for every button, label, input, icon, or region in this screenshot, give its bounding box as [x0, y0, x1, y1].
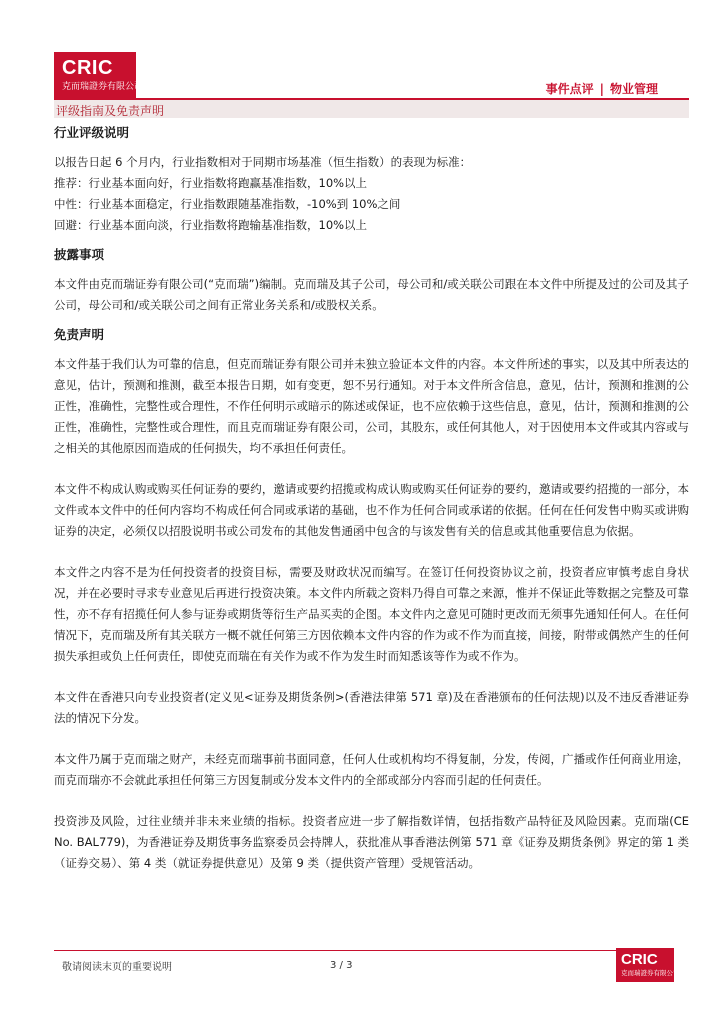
report-sector: 物业管理	[609, 82, 658, 96]
rating-line: 以报告日起 6 个月内，行业指数相对于同期市场基准（恒生指数）的表现为标准：	[54, 155, 472, 169]
document-body	[54, 122, 689, 874]
disclaimer-paragraph: 本文件基于我们认为可靠的信息，但克而瑞证券有限公司并未独立验证本文件的内容。本文件所述的事实，以及其中所表达的意见，估计，预测和推测，截至本报告日期，如有变更，恕不另行通知。对于本文件所含信息，意见，估计，预测和推测的公正性，准确性，完整性或合理性，不作任何明示或暗示的陈述或保证，也不应依赖于这些信息，意见，估计，预测和推测的公正性，准确性，完整性或合理性，而且克而瑞证券有限公司，公司，其股东，或任何其他人，对于因使用本文件或其内容或与之相关的其他原因而造成的任何损失，均不承担任何责任。	[54, 357, 689, 455]
company-logo	[54, 52, 144, 98]
logo-company-name: 克而瑞證券有限公司	[62, 81, 144, 92]
rating-line: 中性：行业基本面稳定，行业指数跟随基准指数，-10%到 10%之间	[54, 197, 401, 211]
disclaimer-paragraph: 本文件乃属于克而瑞之财产，未经克而瑞事前书面同意，任何人仕或机构均不得复制，分发，传阅，广播或作任何商业用途，而克而瑞亦不会就此承担任何第三方因复制或分发本文件内的全部或部分内容而引起的任何责任。	[54, 752, 689, 787]
banner-title: 评级指南及免责声明	[56, 104, 165, 118]
footer-divider	[54, 950, 660, 951]
footer-logo-brand: CRIC	[621, 951, 658, 968]
rating-line: 回避：行业基本面向淡，行业指数将跑输基准指数，10%以上	[54, 218, 368, 232]
rating-heading: 行业评级说明	[54, 125, 130, 140]
report-type	[546, 80, 658, 97]
disclosure-text: 本文件由克而瑞证券有限公司(“克而瑞”)编制。克而瑞及其子公司，母公司和/或关联公司跟在本文件中所提及过的公司及其子公司，母公司和/或关联公司之间有正常业务关系和/或股权关系。	[54, 277, 689, 312]
footer-logo	[616, 948, 680, 982]
header-separator: |	[599, 82, 604, 96]
disclaimer-paragraph: 投资涉及风险，过往业绩并非未来业绩的指标。投资者应进一步了解指数详情，包括指数产品特征及风险因素。克而瑞(CE No. BAL779)，为香港证券及期货事务监察委员会持牌人，获批准从事香港法例第 571 章《证券及期货条例》界定的第 1 类（证券交易）、第 4 类（就证券提供意见）及第 9 类（提供资产管理）受规管活动。	[54, 814, 689, 870]
page-number: 3 / 3	[330, 960, 353, 971]
disclosure-heading: 披露事项	[54, 247, 105, 262]
disclaimer-heading: 免责声明	[54, 327, 105, 342]
rating-line: 推荐：行业基本面向好，行业指数将跑赢基准指数，10%以上	[54, 176, 368, 190]
disclaimer-paragraph: 本文件之内容不是为任何投资者的投资目标，需要及财政状况而编写。在签订任何投资协议之前，投资者应审慎考虑自身状况，并在必要时寻求专业意见后再进行投资决策。本文件内所载之资料乃得自可靠之来源，惟并不保证此等数据之完整及可靠性，亦不存有招揽任何人参与证券或期货等衍生产品买卖的企图。本文件内之意见可随时更改而无须事先通知任何人。在任何情况下，克而瑞及所有其关联方一概不就任何第三方因依赖本文件内容的作为或不作为而直接，间接，附带或偶然产生的任何损失承担或负上任何责任，即使克而瑞在有关作为或不作为发生时而知悉该等作为或不作为。	[54, 565, 689, 663]
footer-logo-company-name: 克而瑞證券有限公司	[621, 969, 680, 977]
report-category: 事件点评	[545, 82, 594, 96]
disclaimer-paragraph: 本文件在香港只向专业投资者(定义见<证券及期货条例>(香港法律第 571 章)及在香港颁布的任何法规)以及不违反香港证券法的情况下分发。	[54, 690, 689, 725]
logo-brand: CRIC	[62, 56, 113, 79]
footer-note: 敬请阅读末页的重要说明	[62, 962, 172, 973]
disclaimer-paragraph: 本文件不构成认购或购买任何证券的要约，邀请或要约招揽或构成认购或购买任何证券的要约，邀请或要约招揽的一部分，本文件或本文件中的任何内容均不构成任何合同或承诺的基础，也不作为任何合同或承诺的依据。任何在任何发售中购买或讲购证券的决定，必须仅以招股说明书或公司发布的其他发售通函中包含的与该发售有关的信息或其他重要信息为依据。	[54, 482, 689, 538]
section-banner	[54, 98, 689, 118]
